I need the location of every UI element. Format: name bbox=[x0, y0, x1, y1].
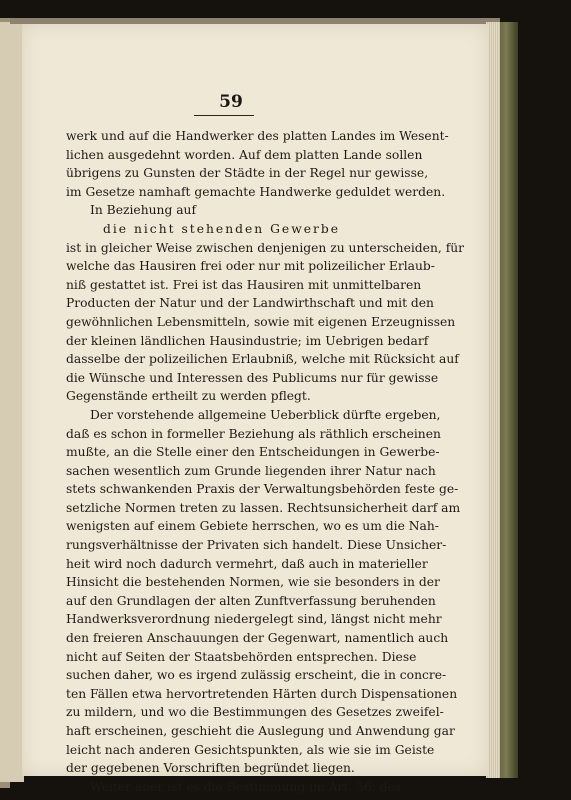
text-line: haft erscheinen, geschieht die Auslegung und Anwendung gar bbox=[66, 724, 455, 738]
text-line: dasselbe der polizeilichen Erlaubniß, welche mit Rücksicht auf bbox=[66, 352, 459, 367]
text-line: nicht auf Seiten der Staatsbehörden entsprechen. Diese bbox=[66, 649, 417, 664]
page-number-rule bbox=[194, 115, 254, 116]
text-line: auf den Grundlagen der alten Zunftverfassung beruhenden bbox=[66, 593, 436, 608]
text-line: In Beziehung auf bbox=[90, 203, 197, 218]
page-stack-edges bbox=[486, 22, 500, 778]
book-cover-edge bbox=[500, 22, 518, 778]
text-line: stets schwankenden Praxis der Verwaltungsbehörden feste ge- bbox=[66, 482, 459, 497]
text-line: sachen wesentlich zum Grunde liegenden ihrer Natur nach bbox=[66, 463, 436, 478]
text-line: Gegenstände ertheilt zu werden pflegt. bbox=[66, 389, 311, 404]
text-line: rungsverhältnisse der Privaten sich handelt. Diese Unsicher- bbox=[66, 538, 447, 553]
text-line: mußte, an die Stelle einer den Entscheidungen in Gewerbe- bbox=[66, 445, 440, 460]
text-line: im Gesetze namhaft gemachte Handwerke geduldet werden. bbox=[66, 184, 446, 199]
text-line: wenigsten auf einem Gebiete herrschen, wo es um die Nah- bbox=[66, 519, 439, 534]
body-text bbox=[66, 127, 465, 796]
text-line: ist in gleicher Weise zwischen denjenigen zu unterscheiden, für bbox=[66, 240, 465, 255]
text-line: setzliche Normen treten zu lassen. Rechtsunsicherheit darf am bbox=[66, 500, 461, 515]
text-line: niß gestattet ist. Frei ist das Hausiren mit unmittelbaren bbox=[66, 277, 422, 292]
text-line: gewöhnlichen Lebensmitteln, sowie mit eigenen Erzeugnissen bbox=[66, 314, 456, 329]
text-line: welche das Hausiren frei oder nur mit polizeilicher Erlaub- bbox=[66, 259, 435, 274]
previous-page-edge bbox=[0, 22, 24, 782]
text-line: Weiter aber ist es die Bestimmung im Art. 56. des bbox=[90, 779, 402, 794]
text-line: heit wird noch dadurch vermehrt, daß auch in materieller bbox=[66, 556, 428, 571]
text-line: Producten der Natur und der Landwirthschaft und mit den bbox=[66, 296, 434, 311]
text-line: der gegebenen Vorschriften begründet liegen. bbox=[66, 761, 355, 776]
text-line: daß es schon in formeller Beziehung als räthlich erscheinen bbox=[66, 426, 441, 441]
text-line: Hinsicht die bestehenden Normen, wie sie besonders in der bbox=[66, 575, 440, 590]
text-line: werk und auf die Handwerker des platten Landes im Wesent- bbox=[66, 129, 449, 143]
text-line: leicht nach anderen Gesichtspunkten, als wie sie im Geiste bbox=[66, 742, 435, 757]
text-line: zu mildern, und wo die Bestimmungen des Gesetzes zweifel- bbox=[66, 705, 444, 720]
text-line: ten Fällen etwa hervortretenden Härten durch Dispensationen bbox=[66, 686, 458, 701]
text-line: Handwerksverordnung niedergelegt sind, längst nicht mehr bbox=[66, 612, 442, 627]
text-line: suchen daher, wo es irgend zulässig erscheint, die in concre- bbox=[66, 668, 447, 683]
text-line: die Wünsche und Interessen des Publicums nur für gewisse bbox=[66, 370, 439, 385]
text-line: lichen ausgedehnt worden. Auf dem platten Lande sollen bbox=[66, 147, 423, 162]
text-line: den freieren Anschauungen der Gegenwart, namentlich auch bbox=[66, 631, 449, 646]
text-line: die nicht stehenden Gewerbe bbox=[102, 221, 341, 236]
text-line: übrigens zu Gunsten der Städte in der Regel nur gewisse, bbox=[66, 166, 429, 181]
text-line: der kleinen ländlichen Hausindustrie; im Uebrigen bedarf bbox=[66, 333, 429, 348]
text-line: Der vorstehende allgemeine Ueberblick dürfte ergeben, bbox=[90, 407, 441, 422]
page-number: 59 bbox=[219, 92, 243, 112]
